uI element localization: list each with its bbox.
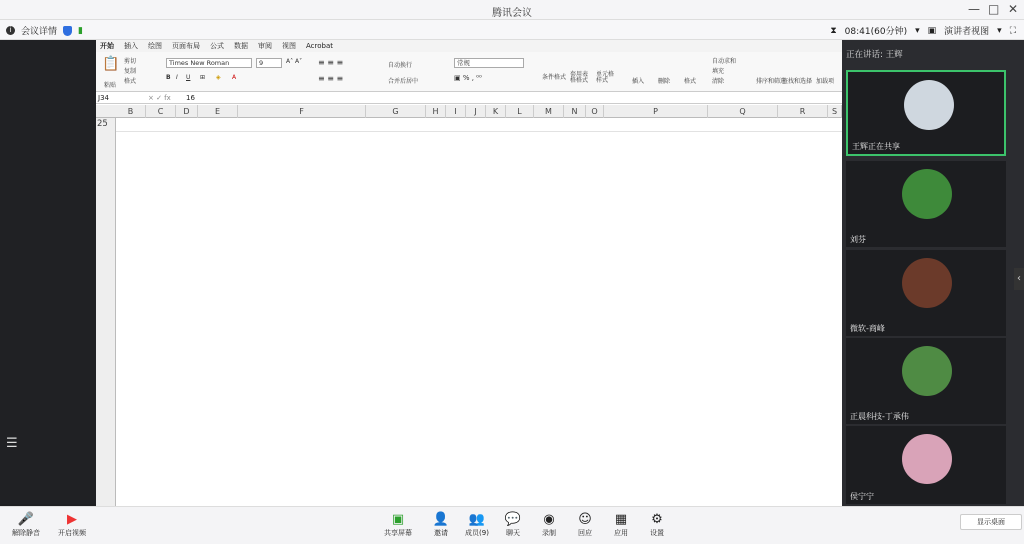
align-h-icons[interactable]: ≡ ≡ ≡ <box>318 74 344 83</box>
ribbon-tab[interactable]: Acrobat <box>306 42 333 50</box>
avatar <box>902 169 952 219</box>
video-label: 开启视频 <box>58 529 86 537</box>
ribbon-tab[interactable]: 视图 <box>282 42 296 50</box>
find-select-button[interactable]: 查找和选择 <box>782 78 813 85</box>
column-header[interactable]: O <box>586 105 604 118</box>
column-header[interactable]: Q <box>708 105 778 118</box>
ribbon-tab[interactable]: 审阅 <box>258 42 272 50</box>
settings-button[interactable] <box>644 511 670 538</box>
clear-button[interactable]: 清除 <box>712 78 725 85</box>
tile-name: 微软-商峰 <box>850 324 885 333</box>
column-headers <box>96 105 842 118</box>
shared-excel-window <box>96 40 842 506</box>
row-header[interactable]: 25 <box>97 119 108 129</box>
fullscreen-icon[interactable]: ⛶ <box>1009 25 1016 36</box>
tile-name: 刘芬 <box>850 235 866 244</box>
conditional-format-button[interactable]: 条件格式 <box>542 74 567 81</box>
video-button[interactable] <box>54 511 90 538</box>
invite-button[interactable] <box>428 511 454 538</box>
column-header[interactable]: F <box>238 105 366 118</box>
share-label: 共享屏幕 <box>384 529 412 537</box>
table-format-button[interactable]: 套用表格格式 <box>570 71 589 84</box>
sort-filter-button[interactable]: 排序和筛选 <box>756 78 787 85</box>
column-header[interactable]: E <box>198 105 238 118</box>
cell-style-button[interactable]: 单元格样式 <box>596 71 615 84</box>
ribbon-tab[interactable]: 页面布局 <box>172 42 200 50</box>
video-panel <box>842 40 1024 506</box>
ribbon <box>96 52 842 92</box>
gear-icon: ⚙ <box>651 512 663 527</box>
apps-button[interactable] <box>608 511 634 538</box>
timer-icon: ⧗ <box>830 25 837 36</box>
avatar <box>902 346 952 396</box>
paste-button[interactable]: 粘贴 <box>104 82 117 89</box>
bold-icon[interactable]: B <box>166 74 171 81</box>
gridline <box>116 131 842 132</box>
record-icon: ◉ <box>543 512 555 527</box>
column-header[interactable]: J <box>466 105 486 118</box>
settings-label: 设置 <box>650 529 664 537</box>
window-titlebar <box>0 0 1024 20</box>
font-grow-icon[interactable]: A˄ A˅ <box>286 58 303 65</box>
mute-button[interactable] <box>8 511 44 538</box>
percent-icons[interactable]: ▣ % , ⁰⁰ <box>454 74 482 82</box>
chat-label: 聊天 <box>506 529 520 537</box>
name-box[interactable]: J34 <box>98 94 109 102</box>
chat-icon: 💬 <box>504 512 522 527</box>
meeting-toolbar <box>0 506 1024 544</box>
avatar <box>904 80 954 130</box>
tile-name: 王辉正在共享 <box>852 142 900 151</box>
column-header[interactable]: D <box>176 105 198 118</box>
record-label: 录制 <box>542 529 556 537</box>
members-label: 成员(9) <box>465 529 489 537</box>
column-header[interactable]: B <box>116 105 146 118</box>
members-icon: 👥 <box>468 512 486 527</box>
camera-off-icon: ▶ <box>67 512 77 527</box>
column-header[interactable]: K <box>486 105 506 118</box>
members-button[interactable] <box>460 511 494 538</box>
column-header[interactable]: P <box>604 105 708 118</box>
fx-icon: × ✓ fx <box>148 94 171 102</box>
view-icon: ▣ <box>927 25 937 36</box>
align-icons[interactable]: ≡ ≡ ≡ <box>318 58 344 67</box>
minimize-button[interactable]: — <box>968 2 980 16</box>
fill-color-icon[interactable]: ◈ <box>216 74 221 81</box>
maximize-button[interactable]: □ <box>988 2 1000 16</box>
column-header[interactable]: R <box>778 105 828 118</box>
collapse-panel-icon[interactable]: ‹ <box>1014 268 1024 290</box>
view-dropdown-icon[interactable]: ▾ <box>997 25 1002 36</box>
video-tile[interactable] <box>846 70 1006 156</box>
ribbon-tab[interactable]: 插入 <box>124 42 138 50</box>
addins-button[interactable]: 加载项 <box>816 78 835 85</box>
chat-button[interactable] <box>500 511 526 538</box>
menu-icon[interactable]: ☰ <box>6 436 18 451</box>
column-header[interactable]: H <box>426 105 446 118</box>
avatar <box>902 434 952 484</box>
record-button[interactable] <box>536 511 562 538</box>
tile-name: 侯宁宁 <box>850 492 874 501</box>
share-screen-icon: ▣ <box>391 512 405 527</box>
font-color-icon[interactable]: A <box>232 74 237 81</box>
delete-cells-button[interactable]: 删除 <box>658 78 671 85</box>
timer-dropdown-icon[interactable]: ▾ <box>915 25 920 36</box>
window-title: 腾讯会议 <box>492 8 532 19</box>
share-left-margin <box>0 40 96 504</box>
fill-button[interactable]: 填充 <box>712 68 725 75</box>
formula-input[interactable]: 16 <box>186 94 195 102</box>
video-tile[interactable] <box>846 338 1006 424</box>
column-header[interactable]: G <box>366 105 426 118</box>
ribbon-tab[interactable]: 绘图 <box>148 42 162 50</box>
column-header[interactable]: I <box>446 105 466 118</box>
mute-label: 解除静音 <box>12 529 40 537</box>
column-header[interactable]: N <box>564 105 586 118</box>
format-cells-button[interactable]: 格式 <box>684 78 697 85</box>
ribbon-tabs <box>96 40 842 52</box>
autosum-button[interactable]: 自动求和 <box>712 58 737 65</box>
format-painter-button[interactable]: 格式 <box>124 78 137 85</box>
speaking-indicator: 正在讲话: 王辉 <box>846 50 903 60</box>
formula-bar <box>96 92 842 104</box>
row-headers <box>96 118 116 506</box>
column-header[interactable]: S <box>828 105 842 118</box>
signal-icon: ▮ <box>78 25 83 36</box>
underline-icon[interactable]: U <box>186 74 191 81</box>
mic-muted-icon: 🎤 <box>17 512 35 527</box>
number-format-select[interactable]: 常规 <box>454 58 524 68</box>
react-label: 回应 <box>578 529 592 537</box>
cut-button[interactable]: 剪切 <box>124 58 137 65</box>
apps-icon: ▦ <box>614 512 628 527</box>
sheet-grid[interactable] <box>116 118 842 506</box>
video-tile[interactable] <box>846 161 1006 247</box>
show-desktop-button[interactable]: 显示桌面 <box>960 514 1022 530</box>
tile-name: 正晨科技-丁承伟 <box>850 412 909 421</box>
video-tile[interactable] <box>846 250 1006 336</box>
react-button[interactable] <box>572 511 598 538</box>
avatar <box>902 258 952 308</box>
shield-icon <box>63 26 72 36</box>
column-header[interactable]: M <box>534 105 564 118</box>
close-button[interactable]: ✕ <box>1008 2 1019 16</box>
apps-label: 应用 <box>614 529 628 537</box>
ribbon-tab[interactable]: 公式 <box>210 42 224 50</box>
meeting-bar <box>0 20 1024 40</box>
border-icon[interactable]: ⊞ <box>200 74 206 81</box>
smile-icon: ☺ <box>578 512 592 527</box>
column-header[interactable]: L <box>506 105 534 118</box>
share-screen-button[interactable] <box>380 511 416 538</box>
video-tile[interactable] <box>846 426 1006 504</box>
view-mode-button[interactable]: 演讲者视图 <box>944 27 990 37</box>
ribbon-tab[interactable]: 数据 <box>234 42 248 50</box>
info-icon: i <box>6 26 15 35</box>
wrap-text-button[interactable]: 自动换行 <box>388 62 413 69</box>
font-name-select[interactable]: Times New Roman <box>166 58 252 68</box>
merge-center-button[interactable]: 合并后居中 <box>388 78 419 85</box>
ribbon-tab[interactable]: 开始 <box>100 42 114 50</box>
meeting-timer: 08:41(60分钟) <box>844 27 908 37</box>
copy-button[interactable]: 复制 <box>124 68 137 75</box>
insert-cells-button[interactable]: 插入 <box>632 78 645 85</box>
meeting-info-button[interactable]: 会议详情 <box>21 27 58 37</box>
font-size-select[interactable]: 9 <box>256 58 282 68</box>
invite-label: 邀请 <box>434 529 448 537</box>
paste-icon[interactable]: 📋 <box>102 56 120 72</box>
italic-icon[interactable]: I <box>176 74 178 81</box>
invite-icon: 👤 <box>432 512 450 527</box>
column-header[interactable]: C <box>146 105 176 118</box>
